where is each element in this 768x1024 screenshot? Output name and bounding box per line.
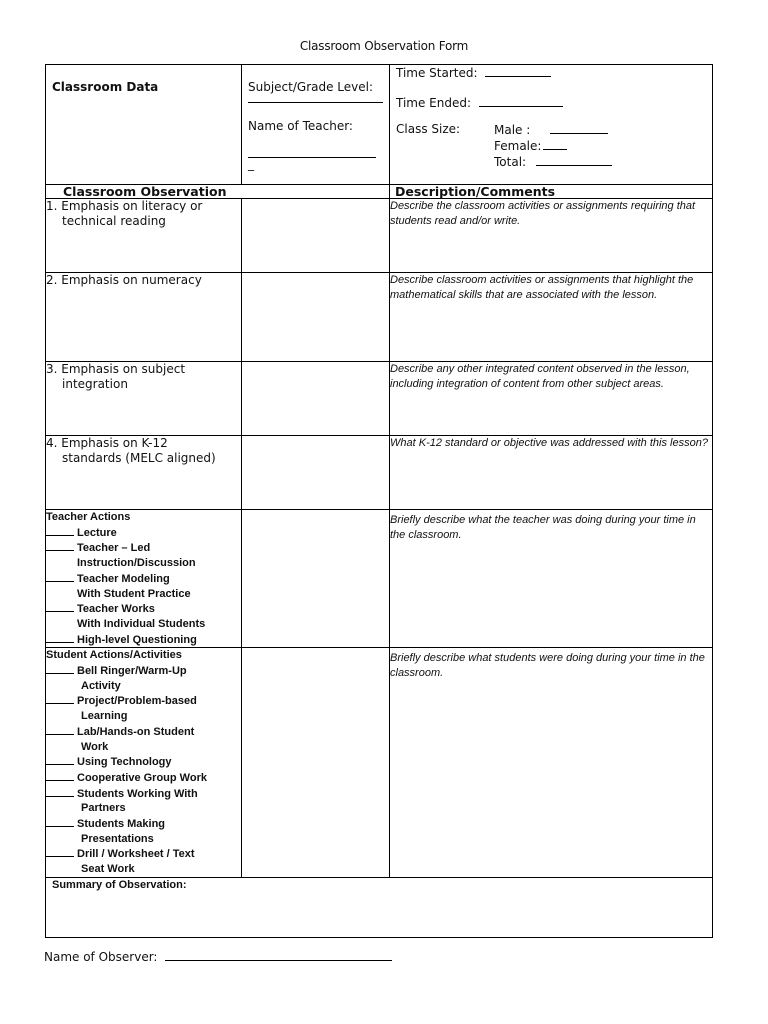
summary-of-observation[interactable] bbox=[46, 877, 713, 937]
teacher-actions-heading: Teacher Actions bbox=[46, 511, 131, 523]
student-actions-row bbox=[46, 648, 713, 878]
observation-table bbox=[45, 64, 713, 938]
emphasis-2-label: 2. Emphasis on numeracy bbox=[46, 273, 242, 362]
time-started-row bbox=[390, 65, 712, 80]
emphasis-2-description[interactable]: Describe classroom activities or assignments that highlight the mathematical skills that are associated with the lesson. bbox=[390, 273, 713, 362]
emphasis-4-description[interactable]: What K-12 standard or objective was addressed with this lesson? bbox=[390, 436, 713, 510]
emphasis-2-rating[interactable] bbox=[242, 273, 390, 362]
emphasis-4-rating[interactable] bbox=[242, 436, 390, 510]
column-heading-row bbox=[46, 185, 713, 199]
emphasis-1-description[interactable]: Describe the classroom activities or assignments requiring that students read and/or write. bbox=[390, 199, 713, 273]
teacher-actions-description[interactable]: Briefly describe what the teacher was doing during your time in the classroom. bbox=[390, 510, 713, 648]
subject-grade-label: Subject/Grade Level: bbox=[248, 80, 374, 94]
summary-row bbox=[46, 877, 713, 937]
teacher-actions-rating[interactable] bbox=[242, 510, 390, 648]
description-heading: Description/Comments bbox=[390, 185, 713, 199]
checkbox-line[interactable] bbox=[46, 601, 74, 612]
time-ended-label: Time Ended: bbox=[396, 96, 472, 110]
teacher-name-label: Name of Teacher: bbox=[248, 119, 353, 133]
teacher-actions-list: Teacher Actions Lecture Teacher – Led Instruction/Discussion Teacher Modeling With Student Practice Teacher Works With Individual Students High-level Questioning bbox=[46, 510, 242, 648]
classroom-data-label: Classroom Data bbox=[52, 80, 159, 94]
observer-label: Name of Observer: bbox=[44, 950, 158, 964]
time-ended-row bbox=[390, 80, 712, 110]
classroom-data-cell bbox=[46, 65, 242, 185]
time-ended-field[interactable] bbox=[479, 95, 563, 107]
time-started-label: Time Started: bbox=[396, 66, 478, 80]
student-actions-rating[interactable] bbox=[242, 648, 390, 878]
class-size-counts bbox=[494, 122, 612, 170]
student-actions-description[interactable]: Briefly describe what students were doing during your time in the classroom. bbox=[390, 648, 713, 878]
checkbox-line[interactable] bbox=[46, 816, 74, 827]
checkbox-line[interactable] bbox=[46, 693, 74, 704]
emphasis-row-1 bbox=[46, 199, 713, 273]
form-title: Classroom Observation Form bbox=[299, 39, 469, 53]
class-size-label: Class Size: bbox=[396, 122, 461, 136]
emphasis-3-description[interactable]: Describe any other integrated content observed in the lesson, including integration of content from other subject areas. bbox=[390, 362, 713, 436]
checkbox-line[interactable] bbox=[46, 663, 74, 674]
teacher-actions-row bbox=[46, 510, 713, 648]
observer-row bbox=[44, 949, 392, 964]
subject-teacher-cell bbox=[242, 65, 390, 185]
stray-underscore: _ bbox=[248, 157, 254, 171]
emphasis-row-2 bbox=[46, 273, 713, 362]
summary-label: Summary of Observation: bbox=[52, 878, 187, 891]
class-size-block bbox=[390, 110, 712, 170]
emphasis-4-label: 4. Emphasis on K-12 standards (MELC aligned) bbox=[46, 436, 242, 510]
time-size-cell bbox=[390, 65, 713, 185]
female-label: Female: bbox=[494, 139, 542, 153]
checkbox-line[interactable] bbox=[46, 724, 74, 735]
checkbox-line[interactable] bbox=[46, 540, 74, 551]
male-field[interactable] bbox=[550, 122, 608, 134]
observer-name-field[interactable] bbox=[165, 949, 392, 961]
header-row bbox=[46, 65, 713, 185]
emphasis-3-rating[interactable] bbox=[242, 362, 390, 436]
time-started-field[interactable] bbox=[485, 65, 551, 77]
observation-heading: Classroom Observation bbox=[46, 185, 390, 199]
female-field[interactable] bbox=[543, 138, 567, 150]
total-field[interactable] bbox=[536, 154, 612, 166]
total-label: Total: bbox=[494, 155, 527, 169]
checkbox-line[interactable] bbox=[46, 786, 74, 797]
student-actions-list: Student Actions/Activities Bell Ringer/Warm-Up Activity Project/Problem-based Learning Lab/Hands-on Student Work Using Technology Cooperative Group Work Students Working With Partners Students Making Presentations Drill / Worksheet / Text Seat Work bbox=[46, 648, 242, 878]
student-actions-heading: Student Actions/Activities bbox=[46, 649, 182, 662]
checkbox-line[interactable] bbox=[46, 571, 74, 582]
checkbox-line[interactable] bbox=[46, 525, 74, 536]
emphasis-1-rating[interactable] bbox=[242, 199, 390, 273]
male-label: Male : bbox=[494, 123, 531, 137]
emphasis-row-4 bbox=[46, 436, 713, 510]
emphasis-row-3 bbox=[46, 362, 713, 436]
checkbox-line[interactable] bbox=[46, 770, 74, 781]
checkbox-line[interactable] bbox=[46, 632, 74, 643]
checkbox-line[interactable] bbox=[46, 754, 74, 765]
emphasis-3-label: 3. Emphasis on subject integration bbox=[46, 362, 242, 436]
emphasis-1-label: 1. Emphasis on literacy or technical reading bbox=[46, 199, 242, 273]
checkbox-line[interactable] bbox=[46, 846, 74, 857]
